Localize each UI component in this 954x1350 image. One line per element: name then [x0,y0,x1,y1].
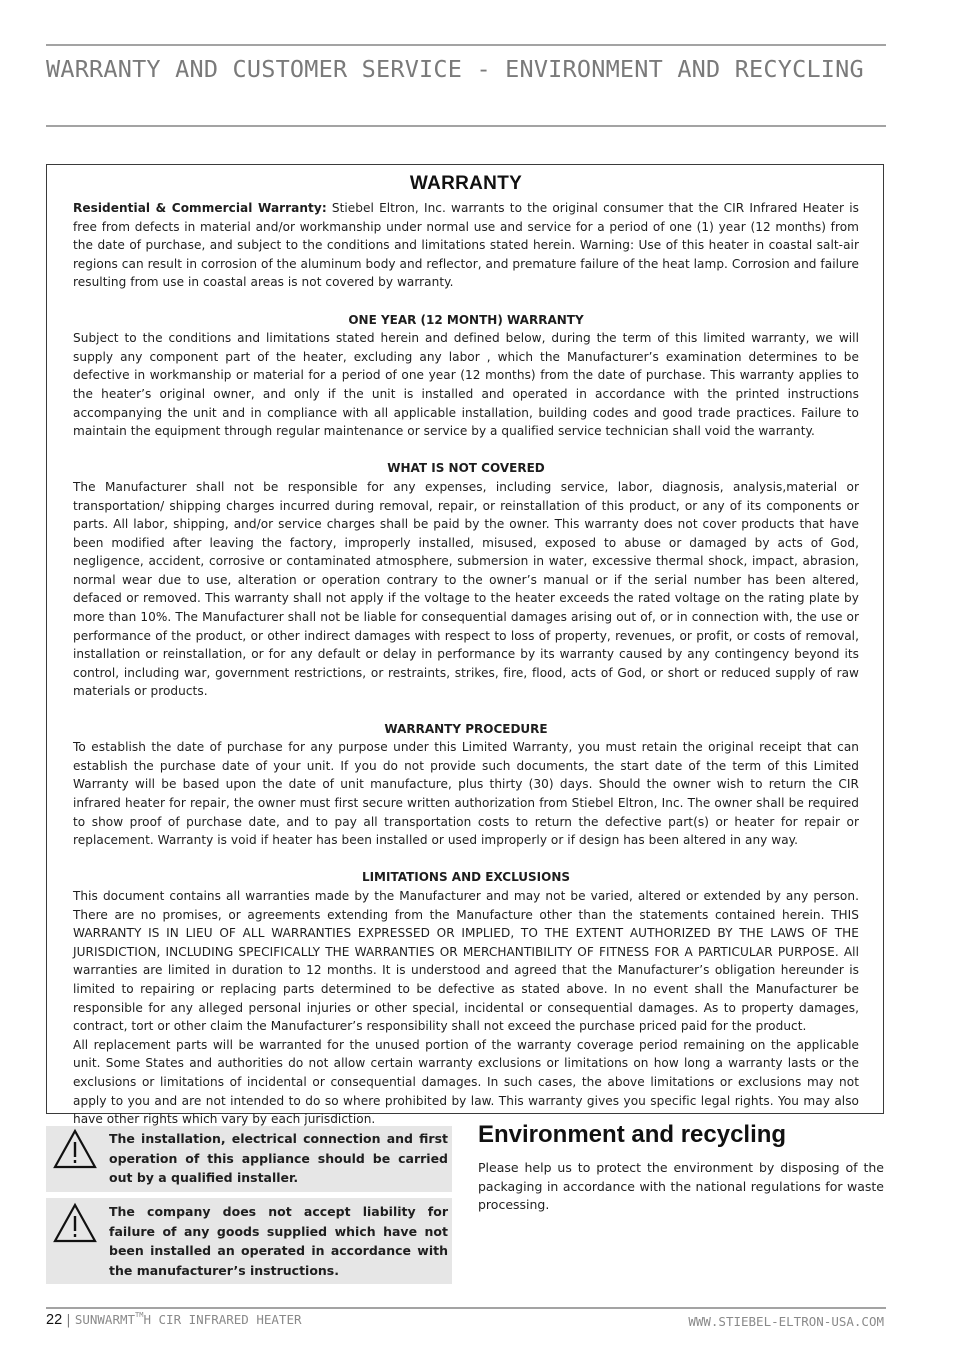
warning-box-installation [46,1126,452,1192]
intro-lead: Residential & Commercial Warranty: [73,201,327,215]
header-bottom-rule [46,125,886,127]
warning-box-liability [46,1198,452,1284]
environment-text: Please help us to protect the environment by disposing of the packaging in accordance with the national regulations for waste processing. [478,1160,884,1213]
footer-rule [46,1307,886,1309]
warranty-intro [73,199,859,292]
environment-heading: Environment and recycling [478,1121,787,1148]
warranty-content [73,173,859,1129]
footer-url: WWW.STIEBEL-ELTRON-USA.COM [688,1314,884,1329]
warning-text-installation: The installation, electrical connection and first operation of this appliance should be carried out by a qualified installer. [109,1131,448,1185]
section-text-one-year: Subject to the conditions and limitations stated herein and defined below, during the term of this limited warranty, we will supply any component part of the heater, excluding any labor , which the Manufacturer’s examination determines to be defective in workmanship or material for a period of one year (12 months) from the date of purchase. This warranty applies to the heater’s original owner, and only if the unit is installed and operated in accordance with the printed instructions accompanying the unit and in compliance with all applicable installation, building codes and good trade practices. Failure to maintain the equipment through regular maintenance or service by a qualified service technician shall void the warranty. [73,331,859,439]
page-number: 22 [46,1312,63,1328]
trademark-mark: TM [135,1311,144,1319]
section-text-procedure: To establish the date of purchase for any purpose under this Limited Warranty, you must retain the original receipt that can establish the purchase date of your unit. If you do not provide such documents, the start date of the term of this Limited Warranty will be based upon the date of unit manufacture, plus thirty (30) days. Should the owner wish to return the CIR infrared heater for repair, the owner must first secure written authorization from Stiebel Eltron, Inc. The owner shall be required to show proof of purchase date, and to pay all transportation costs to return the defective part(s) or heater for repair or replacement. Warranty is void if heater has been installed or used improperly or if design has been altered in any way. [73,740,859,848]
section-text-limitations: This document contains all warranties made by the Manufacturer and may not be varied, altered or extended by any person. There are no promises, or agreements extending from the Manufacture other than the statements contained herein. THIS WARRANTY IS IN LIEU OF ALL WARRANTIES EXPRESSED OR IMPLIED, TO THE EXTENT AUTHORIZED BY THE LAWS OF THE JURISDICTION, INCLUDING SPECIFICALLY THE WARRANTIES OR MERCHANTIBILITY OF FITNESS FOR A PARTICULAR PURPOSE. All warranties are limited in duration to 12 months. It is understood and agreed that the Manufacturer’s obligation hereunder is limited to repairing or replacing parts determined to be defective as stated above. In no event shall the Manufacturer be responsible for any alleged personal injuries or other special, incidental or consequential damages. As to property damages, contract, tort or other claim the Manufacturer’s responsibility shall not exceed the purchase priced paid for the product. [73,888,859,1034]
footer-separator: | [66,1313,71,1328]
warranty-box [46,164,884,1127]
warning-triangle-icon [53,1128,97,1170]
header-top-rule [46,44,886,46]
footer-left [46,1312,302,1328]
section-title-one-year: ONE YEAR (12 MONTH) WARRANTY [348,312,584,327]
section-title-limitations: LIMITATIONS AND EXCLUSIONS [361,870,571,885]
warning-text-liability: The company does not accept liability for failure of any goods supplied which have not been installed an operated in accordance with the manufacturer’s instructions. [109,1204,448,1278]
page-title: WARRANTY AND CUSTOMER SERVICE - ENVIRONMENT AND RECYCLING [46,55,864,83]
section-title-not-covered: WHAT IS NOT COVERED [387,461,545,476]
footer-product-name [75,1312,302,1327]
product-suffix: H CIR INFRARED HEATER [143,1312,302,1327]
section-text-not-covered: The Manufacturer shall not be responsible for any expenses, including service, labor, diagnosis, analysis,material or transportation/ shipping charges incurred during removal, repair, or reinstallation of this product, or any of its components or parts. All labor, shipping, and/or service charges shall be paid by the owner. This warranty does not cover products that have been modified after leaving the factory, improperly installed, misused, exposed to abuse or damaged by acts of God, negligence, accident, corrosive or contaminated atmosphere, submersion in water, excessive thermal shock, impact, abrasion, normal wear due to use, alteration or operation contrary to the owner’s manual or if the serial number has been altered, defaced or removed. This warranty shall not apply if the voltage to the heater exceeds the rated voltage on the rating plate by more than 10%. The Manufacturer shall not be liable for consequential damages arising out of, or in connection with, the use or performance of the product, or other indirect damages with respect to loss of property, revenues, or profit, or costs of removal, installation or reinstallation, or for any default or delay in performance by its warranty caused by any contingency beyond its control, including war, government restrictions, or restraints, strikes, fire, flood, acts of God, or short or reduced supply of raw materials or products. [73,479,859,699]
warranty-heading: WARRANTY [409,173,523,194]
warning-triangle-icon [53,1202,97,1244]
intro-text: Stiebel Eltron, Inc. warrants to the original consumer that the CIR Infrared Heater is free from defects in material and/or workmanship under normal use and service for a period of one (1) year (12 months) from the date of purchase, and subject to the conditions and limitations stated herein. Warning: Use of this heater in coastal salt-air regions can result in corrosion of the aluminum body and reflector, and premature failure of the heat lamp. Corrosion and failure resulting from use in coastal areas is not covered by warranty. [73,201,859,290]
section-text-limitations-2: All replacement parts will be warranted for the unused portion of the warranty coverage period remaining on the applicable unit. Some States and authorities do not allow certain warranty exclusions or limitations on how long a warranty lasts or the exclusions or limitations of incidental or consequential damages. In such cases, the above limitations or exclusions may not apply to you and are not intended to do so where prohibited by law. This warranty gives you specific legal rights. You may also have other rights which vary by each jurisdiction. [73,1037,859,1127]
product-prefix: SUNWARMT [74,1312,136,1327]
section-title-procedure: WARRANTY PROCEDURE [384,721,548,736]
